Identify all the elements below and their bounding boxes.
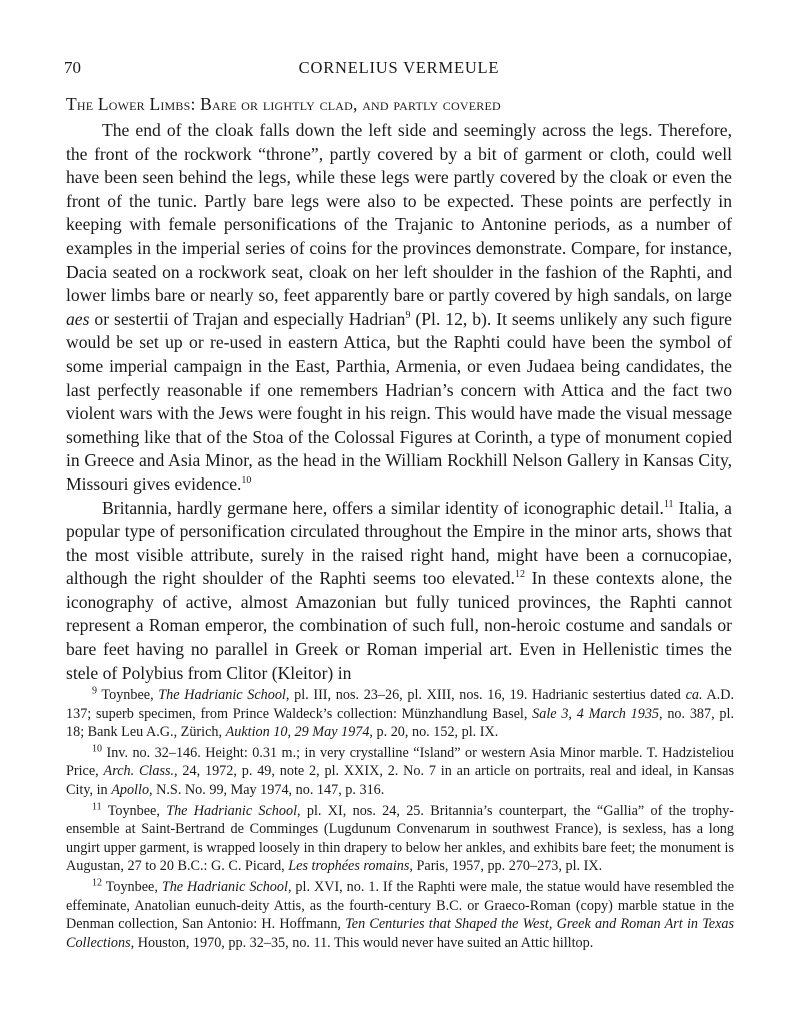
italic-run: Sale 3, 4 March 1935 <box>532 705 660 722</box>
text-run: A.D. 137; superb specimen, from Prince Waldeck’s collection: Münzhandlung Basel, <box>66 687 734 722</box>
text-run: , Houston, 1970, pp. 32–35, no. 11. This would never have suited an Attic hilltop. <box>130 934 594 951</box>
text-run: In these contexts alone, the iconography of active, almost Amazonian but fully tuniced provinces, the Raphti cannot represent a Roman emperor, the combination of such full, non-heroic costume and sandals or bare feet having no parallel in Greek or Roman imperial art. Even in Hellenistic times the stele of Polybius from Clitor (Kleitor) in <box>66 568 733 683</box>
footnote-ref: 11 <box>92 800 102 812</box>
text-run: The end of the cloak falls down the left side and seemingly across the legs. Therefore, the front of the rockwork “throne”, partly covered by a bit of garment or cloth, could well have been seen behind the legs, while these legs were partly covered by the cloak or even the front of the tunic. Partly bare legs were also to be expected. These points are perfectly in keeping with female personifications of the Trajanic to Antonine periods, as a number of examples in the imperial series of coins for the provinces demonstrate. Compare, for instance, Dacia seated on a rockwork seat, cloak on her left shoulder in the fashion of the Raphti, and lower limbs bare or nearly so, feet apparently bare or partly covered by high sandals, on large <box>66 120 732 306</box>
footnotes <box>66 686 734 954</box>
italic-run: aes <box>66 308 90 329</box>
section-heading: The Lower Limbs: Bare or lightly clad, and partly covered <box>66 94 501 114</box>
italic-run: The Hadrianic School <box>158 687 286 703</box>
text-run: , N.S. No. 99, May 1974, no. 147, p. 316. <box>149 781 385 798</box>
page-header <box>64 58 734 82</box>
footnote <box>66 686 734 742</box>
text-run: , no. 387, pl. 18; Bank Leu A.G., Zürich, <box>66 705 734 741</box>
italic-run: Ten Centuries that Shaped the West, Greek and Roman Art in Texas Collections <box>66 916 735 951</box>
paragraph <box>66 497 732 686</box>
italic-run: Auktion 10, 29 May 1974 <box>225 724 370 741</box>
italic-run: The Hadrianic School <box>161 878 288 895</box>
page-number: 70 <box>64 58 81 77</box>
text-run: Toynbee, <box>102 878 162 895</box>
footnote <box>66 878 734 952</box>
running-head: CORNELIUS VERMEULE <box>298 58 500 77</box>
paragraph <box>66 119 732 497</box>
text-run: Toynbee, <box>101 802 167 819</box>
text-run: Italia, a popular type of personification circulated throughout the Empire in the minor arts, shows that the most visible attribute, surely in the raised right hand, might have been a cornucopiae, although the right shoulder of the Raphti seems too elevated. <box>66 497 732 589</box>
italic-run: The Hadrianic School <box>166 802 298 819</box>
text-run: (Pl. 12, b). It seems unlikely any such figure would be set up or re-used in eastern Attica, but the Raphti could have been the symbol of some imperial campaign in the East, Parthia, Armenia, or even Judaea being candidates, the last perfectly reasonable if one remembers Hadrian’s concern with Attica and the fact two violent wars with the Jews were fought in his reign. This would have made the visual message something like that of the Stoa of the Colossal Figures at Corinth, a type of monument copied in Greece and Asia Minor, as the head in the William Rockhill Nelson Gallery in Kansas City, Missouri gives evidence. <box>66 308 732 494</box>
footnote <box>66 744 734 800</box>
italic-run: ca. <box>685 687 703 703</box>
text-run: , pl. XI, nos. 24, 25. Britannia’s counterpart, the “Gallia” of the trophy-ensemble at Saint-Bertrand de Comminges (Lugdunum Convenarum in southwest France), is sexless, has a long ungirt upper garment, is wrapped loosely in thin drapery to below her ankles, and exhibits bare feet; the monument is Augustan, 27 to 20 B.C.: G. C. Picard, <box>66 802 735 875</box>
text-run: or sestertii of Trajan and especially Hadrian <box>89 308 406 329</box>
footnote-ref: 12 <box>92 877 102 889</box>
italic-run: Apollo <box>111 781 150 798</box>
text-run: Toynbee, <box>97 687 159 703</box>
text-run: , pl. III, nos. 23–26, pl. XIII, nos. 16, 19. Hadrianic sestertius dated <box>285 687 686 703</box>
text-run: , Paris, 1957, pp. 270–273, pl. IX. <box>409 858 603 875</box>
text-run: Britannia, hardly germane here, offers a similar identity of iconographic detail. <box>102 497 664 518</box>
italic-run: Arch. Class. <box>103 763 175 780</box>
footnote-ref: 9 <box>92 685 97 697</box>
italic-run: Les trophées romains <box>288 858 410 875</box>
footnote-ref: 9 <box>405 309 411 321</box>
text-run: Inv. no. 32–146. Height: 0.31 m.; in very crystalline “Island” or western Asia Minor marble. T. Hadzisteliou Price, <box>66 744 734 780</box>
text-run: , pl. XVI, no. 1. If the Raphti were male, the statue would have resembled the effeminate, Anatolian eunuch-deity Attis, as the fourth-century B.C. or Graeco-Roman (copy) marble statue in the Denman collection, San Antonio: H. Hoffmann, <box>66 878 734 933</box>
footnote <box>66 802 734 876</box>
footnote-ref: 12 <box>514 569 525 581</box>
body-text <box>66 119 732 685</box>
text-run: , 24, 1972, p. 49, note 2, pl. XXIX, 2. No. 7 in an article on portraits, real and ideal, in Kansas City, in <box>66 763 734 798</box>
text-run: , p. 20, no. 152, pl. IX. <box>369 724 499 741</box>
footnote-ref: 10 <box>92 743 102 755</box>
footnote-ref: 11 <box>663 498 674 510</box>
footnote-ref: 10 <box>241 475 252 487</box>
